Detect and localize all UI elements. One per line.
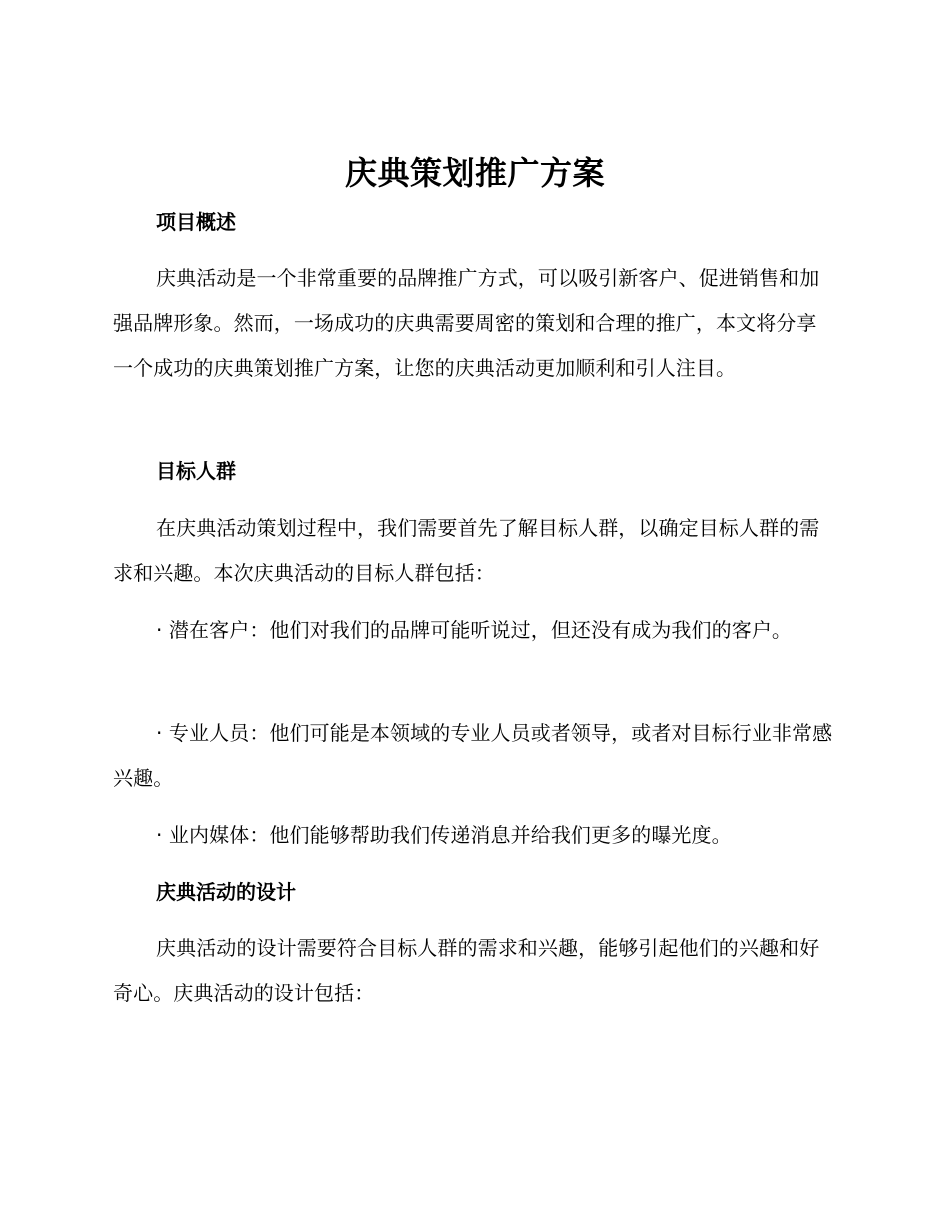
- section-heading-target-audience: 目标人群: [156, 459, 236, 483]
- target-audience-list-item-potential-customers: · 潜在客户：他们对我们的品牌可能听说过，但还没有成为我们的客户。: [156, 618, 793, 642]
- section-heading-event-design: 庆典活动的设计: [156, 880, 296, 904]
- overview-paragraph: 庆典活动是一个非常重要的品牌推广方式，可以吸引新客户、促进销售和加强品牌形象。然而，一场成功的庆典需要周密的策划和合理的推广，本文将分享一个成功的庆典策划推广方案，让您的庆典活动更加顺利和引人注目。: [113, 266, 820, 380]
- target-audience-list-item-media: · 业内媒体：他们能够帮助我们传递消息并给我们更多的曝光度。: [156, 823, 732, 847]
- target-audience-intro-paragraph: 在庆典活动策划过程中，我们需要首先了解目标人群，以确定目标人群的需求和兴趣。本次庆典活动的目标人群包括：: [113, 516, 820, 585]
- event-design-paragraph: 庆典活动的设计需要符合目标人群的需求和兴趣，能够引起他们的兴趣和好奇心。庆典活动的设计包括：: [113, 936, 820, 1005]
- document-title: 庆典策划推广方案: [344, 154, 605, 192]
- target-audience-list-item-professionals: · 专业人员：他们可能是本领域的专业人员或者领导，或者对目标行业非常感兴趣。: [113, 721, 833, 790]
- section-heading-overview: 项目概述: [156, 210, 236, 234]
